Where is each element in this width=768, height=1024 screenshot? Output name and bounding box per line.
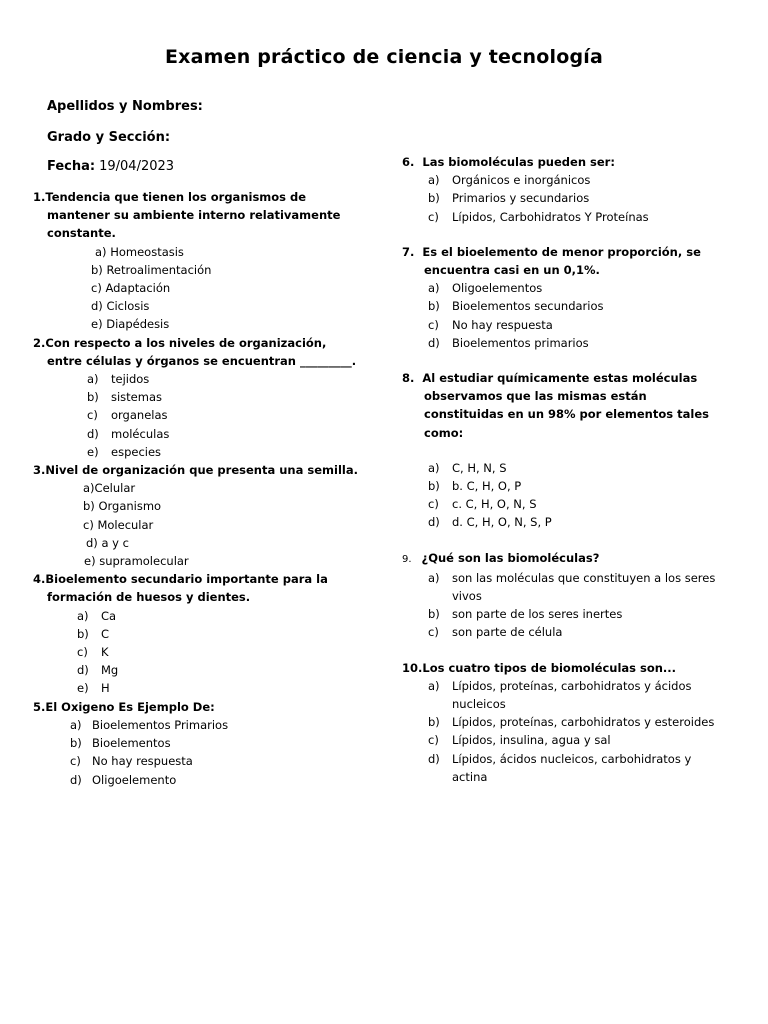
option-5b: b) Bioelementos — [70, 736, 171, 751]
question-6-text: 6. Las biomoléculas pueden ser: — [402, 155, 615, 169]
option-3e: e) supramolecular — [84, 554, 189, 569]
option-8b: b) b. C, H, O, P — [428, 479, 522, 494]
question-8 — [402, 369, 727, 532]
field-name-label: Apellidos y Nombres: — [47, 99, 203, 114]
question-9 — [402, 549, 727, 642]
option-4c: c) K — [77, 645, 109, 660]
left-column — [33, 188, 363, 789]
option-2e: e) especies — [87, 444, 162, 459]
field-date-value: 19/04/2023 — [99, 159, 175, 174]
option-3b: b) Organismo — [83, 499, 162, 514]
question-2-text: 2.Con respecto a los niveles de organización, entre células y órganos se encuentran _________. — [33, 335, 357, 368]
option-1b: b) Retroalimentación — [91, 262, 212, 277]
option-4d: d) Mg — [77, 663, 119, 678]
question-1-text: 1.Tendencia que tienen los organismos de mantener su ambiente interno relativamente constante. — [33, 190, 341, 241]
question-7-text: 7. Es el bioelemento de menor proporción, se encuentra casi en un 0,1%. — [402, 244, 701, 278]
option-1e: e) Diapédesis — [91, 317, 170, 332]
question-10 — [402, 659, 727, 786]
option-7c: c) No hay respuesta — [428, 317, 553, 332]
option-6b: b) Primarios y secundarios — [428, 191, 590, 206]
option-8a: a) C, H, N, S — [428, 460, 507, 475]
question-1 — [33, 188, 363, 334]
field-date — [47, 159, 174, 174]
question-7 — [402, 243, 727, 352]
option-7b: b) Bioelementos secundarios — [428, 299, 604, 314]
field-grade — [47, 130, 174, 145]
option-2c: c) organelas — [87, 408, 168, 423]
question-6 — [402, 153, 727, 226]
question-5-text: 5.El Oxigeno Es Ejemplo De: — [33, 699, 215, 714]
option-9c: c) son parte de célula — [428, 625, 563, 640]
option-1c: c) Adaptación — [91, 281, 171, 296]
option-2b: b) sistemas — [87, 390, 163, 405]
option-3c: c) Molecular — [83, 517, 154, 532]
option-1a: a) Homeostasis — [95, 244, 184, 259]
right-column — [402, 153, 727, 786]
option-9a: a) son las moléculas que constituyen a los seres vivos — [428, 570, 716, 604]
option-2a: a) tejidos — [87, 372, 150, 387]
field-date-label: Fecha: — [47, 159, 96, 174]
option-4b: b) C — [77, 626, 110, 641]
option-6a: a) Orgánicos e inorgánicos — [428, 173, 591, 188]
option-10a: a) Lípidos, proteínas, carbohidratos y ácidos nucleicos — [428, 678, 692, 712]
question-4 — [33, 570, 363, 697]
option-7d: d) Bioelementos primarios — [428, 335, 589, 350]
question-2 — [33, 334, 363, 461]
question-9-text: 9. ¿Qué son las biomoléculas? — [402, 550, 600, 565]
option-8d: d) d. C, H, O, N, S, P — [428, 515, 552, 530]
question-5 — [33, 698, 363, 789]
option-8c: c) c. C, H, O, N, S — [428, 497, 537, 512]
option-5c: c) No hay respuesta — [70, 754, 193, 769]
option-1d: d) Ciclosis — [91, 299, 150, 314]
field-grade-label: Grado y Sección: — [47, 130, 171, 145]
option-3d: d) a y c — [86, 535, 129, 550]
option-10b: b) Lípidos, proteínas, carbohidratos y esteroides — [428, 715, 715, 730]
exam-title: Examen práctico de ciencia y tecnología — [164, 46, 604, 68]
option-5a: a) Bioelementos Primarios — [70, 717, 229, 732]
option-2d: d) moléculas — [87, 426, 170, 441]
question-3-text: 3.Nivel de organización que presenta una semilla. — [33, 463, 358, 478]
option-7a: a) Oligoelementos — [428, 281, 543, 296]
option-3a: a)Celular — [83, 481, 136, 496]
option-10c: c) Lípidos, insulina, agua y sal — [428, 733, 611, 748]
option-5d: d) Oligoelemento — [70, 772, 177, 787]
question-3 — [33, 461, 363, 570]
option-4e: e) H — [77, 681, 110, 696]
field-name — [47, 99, 207, 114]
option-4a: a) Ca — [77, 608, 117, 623]
question-10-text: 10.Los cuatro tipos de biomoléculas son... — [402, 660, 677, 675]
option-6c: c) Lípidos, Carbohidratos Y Proteínas — [428, 209, 649, 224]
option-10d: d) Lípidos, ácidos nucleicos, carbohidratos y actina — [428, 751, 692, 784]
question-8-text: 8. Al estudiar químicamente estas moléculas observamos que las mismas están constituidas en un 98% por elementos tales como: — [402, 371, 709, 440]
option-9b: b) son parte de los seres inertes — [428, 607, 623, 622]
question-4-text: 4.Bioelemento secundario importante para la formación de huesos y dientes. — [33, 572, 328, 605]
